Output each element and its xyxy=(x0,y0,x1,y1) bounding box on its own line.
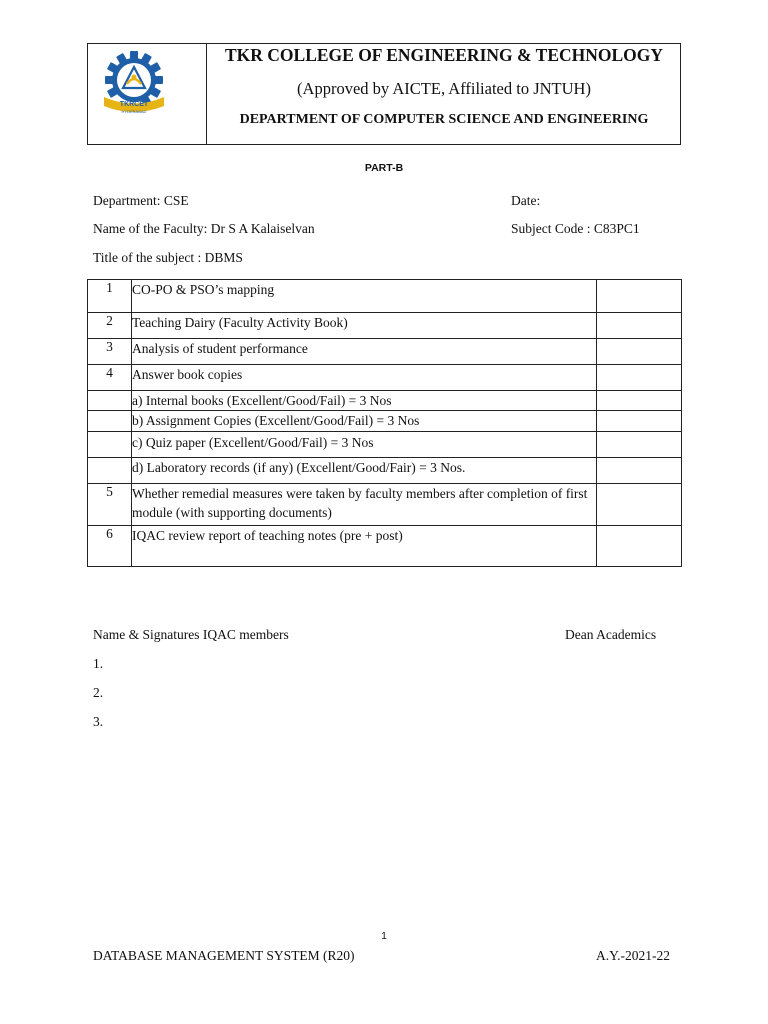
date-field: Date: xyxy=(511,193,541,208)
row-number xyxy=(88,458,132,484)
letterhead xyxy=(87,43,681,145)
signature-line-1: 1. xyxy=(93,656,104,671)
page-number: 1 xyxy=(381,931,387,942)
approval-line: (Approved by AICTE, Affiliated to JNTUH) xyxy=(297,79,591,98)
department-heading: DEPARTMENT OF COMPUTER SCIENCE AND ENGINEERING xyxy=(239,112,649,127)
subject-title-field: Title of the subject : DBMS xyxy=(93,250,243,265)
row-check-cell xyxy=(597,365,682,391)
checklist-table xyxy=(87,279,682,567)
row-number: 2 xyxy=(88,313,132,339)
college-name: TKR COLLEGE OF ENGINEERING & TECHNOLOGY xyxy=(224,45,664,65)
subject-code-field: Subject Code : C83PC1 xyxy=(511,221,640,236)
row-number: 5 xyxy=(88,484,132,526)
row-check-cell xyxy=(597,458,682,484)
signature-line-3: 3. xyxy=(93,714,104,729)
row-number xyxy=(88,432,132,458)
row-number: 1 xyxy=(88,280,132,313)
table-row xyxy=(88,458,682,484)
row-item: Whether remedial measures were taken by faculty members after completion of first module (with supporting documents) xyxy=(132,484,597,526)
row-item: c) Quiz paper (Excellent/Good/Fail) = 3 Nos xyxy=(132,432,597,458)
part-label: PART-B xyxy=(364,162,404,174)
table-row xyxy=(88,391,682,411)
table-row xyxy=(88,313,682,339)
row-check-cell xyxy=(597,484,682,526)
table-row xyxy=(88,411,682,432)
row-check-cell xyxy=(597,411,682,432)
row-number: 4 xyxy=(88,365,132,391)
dean-academics-label: Dean Academics xyxy=(565,627,657,642)
table-row xyxy=(88,339,682,365)
row-check-cell xyxy=(597,339,682,365)
row-check-cell xyxy=(597,391,682,411)
table-row xyxy=(88,280,682,313)
college-logo xyxy=(98,46,193,126)
row-item: Answer book copies xyxy=(132,365,597,391)
row-item: CO-PO & PSO’s mapping xyxy=(132,280,597,313)
footer-academic-year: A.Y.-2021-22 xyxy=(596,948,670,963)
row-item: IQAC review report of teaching notes (pre + post) xyxy=(132,526,597,567)
table-row xyxy=(88,432,682,458)
svg-text:TKRCET: TKRCET xyxy=(119,101,149,108)
row-item: a) Internal books (Excellent/Good/Fail) = 3 Nos xyxy=(132,391,597,411)
table-row xyxy=(88,526,682,567)
signature-line-2: 2. xyxy=(93,685,104,700)
row-item: d) Laboratory records (if any) (Excellent/Good/Fair) = 3 Nos. xyxy=(132,458,597,484)
row-check-cell xyxy=(597,526,682,567)
faculty-field: Name of the Faculty: Dr S A Kalaiselvan xyxy=(93,221,315,236)
row-check-cell xyxy=(597,432,682,458)
row-number xyxy=(88,391,132,411)
table-row xyxy=(88,365,682,391)
iqac-members-label: Name & Signatures IQAC members xyxy=(93,627,289,642)
table-row xyxy=(88,484,682,526)
row-item: b) Assignment Copies (Excellent/Good/Fail) = 3 Nos xyxy=(132,411,597,432)
row-check-cell xyxy=(597,280,682,313)
row-number: 6 xyxy=(88,526,132,567)
row-item: Analysis of student performance xyxy=(132,339,597,365)
svg-text:HYDERABAD: HYDERABAD xyxy=(121,109,147,114)
row-check-cell xyxy=(597,313,682,339)
row-number xyxy=(88,411,132,432)
logo-cell xyxy=(88,44,207,144)
department-field: Department: CSE xyxy=(93,193,189,208)
row-item: Teaching Dairy (Faculty Activity Book) xyxy=(132,313,597,339)
footer-course: DATABASE MANAGEMENT SYSTEM (R20) xyxy=(93,948,355,963)
row-number: 3 xyxy=(88,339,132,365)
